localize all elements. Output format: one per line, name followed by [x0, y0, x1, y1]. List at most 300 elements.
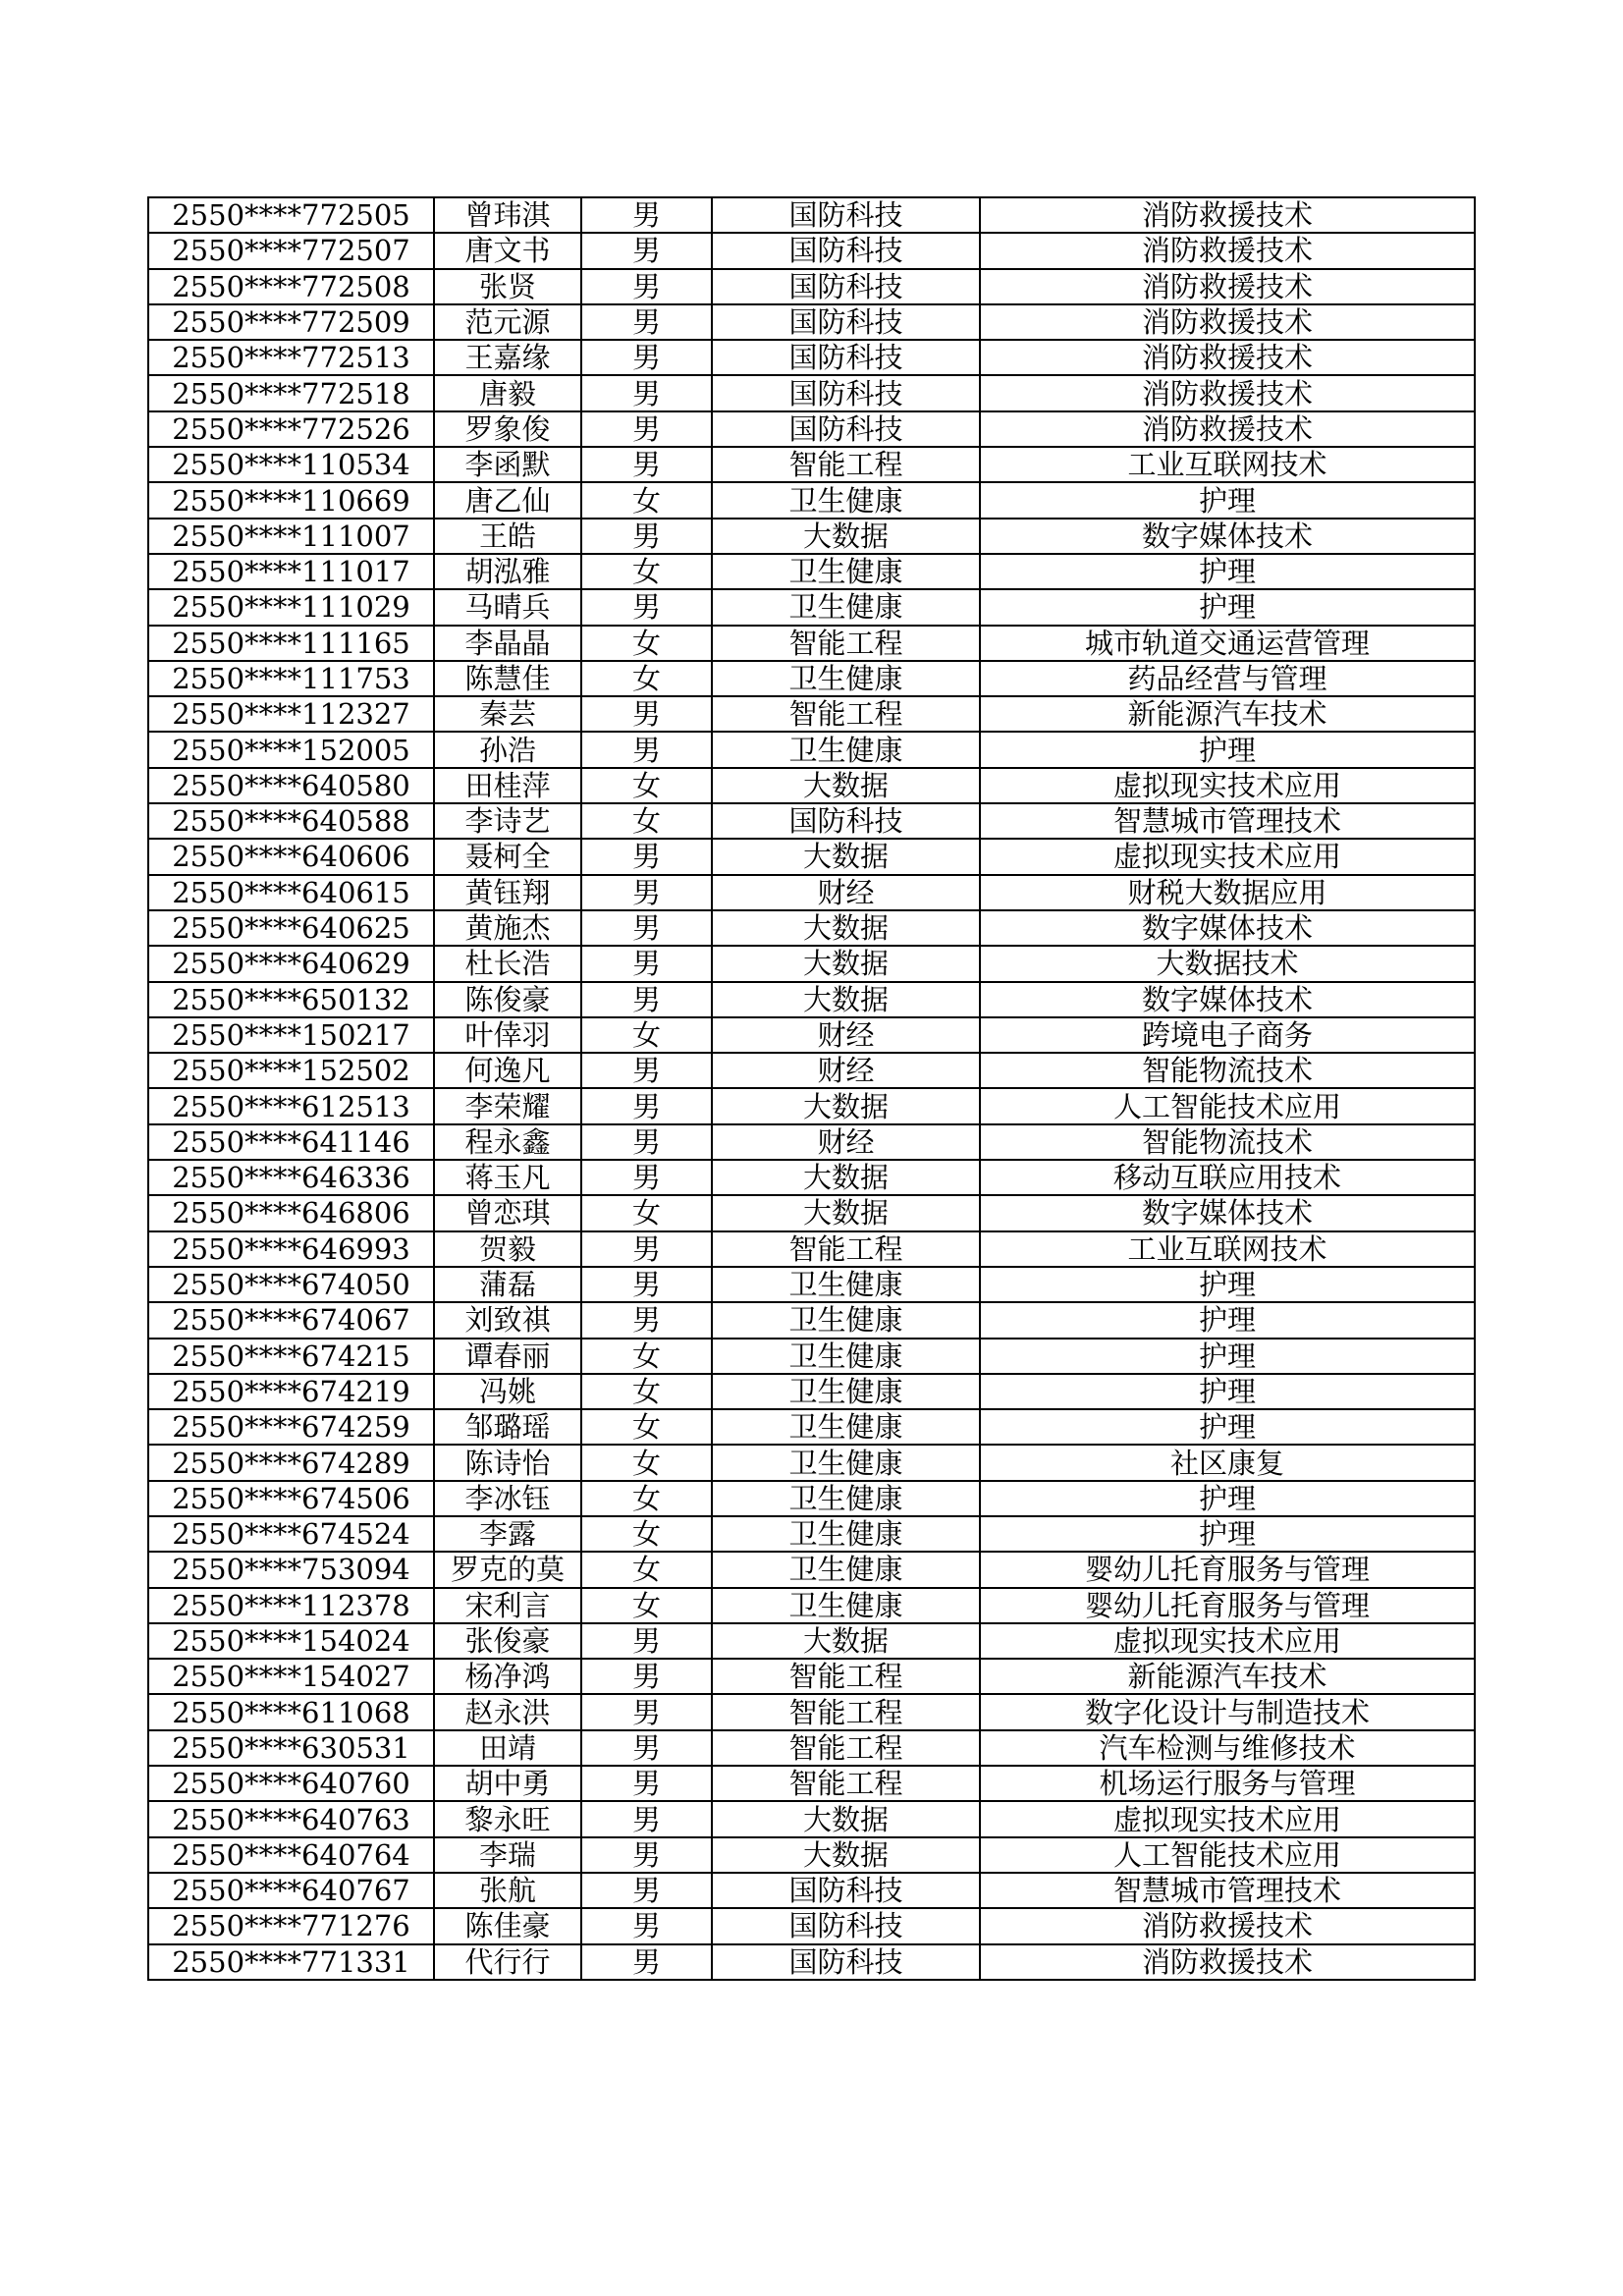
major-cell: 护理: [980, 1516, 1475, 1552]
student-id-cell: 2550****772518: [148, 375, 434, 410]
college-cell: 财经: [712, 1124, 980, 1160]
name-cell: 陈慧佳: [434, 661, 581, 696]
table-row: [148, 589, 1475, 625]
major-cell: 数字媒体技术: [980, 519, 1475, 554]
name-cell: 黎永旺: [434, 1801, 581, 1836]
college-cell: 国防科技: [712, 233, 980, 268]
college-cell: 国防科技: [712, 411, 980, 447]
table-row: [148, 1445, 1475, 1480]
name-cell: 唐文书: [434, 233, 581, 268]
major-cell: 数字媒体技术: [980, 982, 1475, 1017]
name-cell: 张俊豪: [434, 1623, 581, 1659]
major-cell: 汽车检测与维修技术: [980, 1730, 1475, 1766]
table-row: [148, 1837, 1475, 1873]
table-row: [148, 946, 1475, 981]
name-cell: 曾恋琪: [434, 1195, 581, 1230]
major-cell: 消防救援技术: [980, 304, 1475, 340]
student-id-cell: 2550****111753: [148, 661, 434, 696]
college-cell: 大数据: [712, 946, 980, 981]
gender-cell: 男: [581, 1124, 712, 1160]
name-cell: 杜长浩: [434, 946, 581, 981]
name-cell: 冯姚: [434, 1374, 581, 1409]
major-cell: 护理: [980, 554, 1475, 589]
gender-cell: 女: [581, 482, 712, 518]
table-row: [148, 1302, 1475, 1338]
name-cell: 宋利言: [434, 1588, 581, 1623]
college-cell: 卫生健康: [712, 661, 980, 696]
major-cell: 婴幼儿托育服务与管理: [980, 1552, 1475, 1587]
college-cell: 智能工程: [712, 1231, 980, 1267]
college-cell: 卫生健康: [712, 1445, 980, 1480]
student-id-cell: 2550****640767: [148, 1873, 434, 1908]
gender-cell: 女: [581, 1481, 712, 1516]
college-cell: 卫生健康: [712, 1374, 980, 1409]
student-id-cell: 2550****152005: [148, 732, 434, 767]
name-cell: 范元源: [434, 304, 581, 340]
table-row: [148, 1588, 1475, 1623]
gender-cell: 女: [581, 768, 712, 803]
student-id-cell: 2550****772505: [148, 197, 434, 233]
name-cell: 李函默: [434, 447, 581, 482]
gender-cell: 女: [581, 1017, 712, 1053]
gender-cell: 男: [581, 197, 712, 233]
table-row: [148, 839, 1475, 874]
major-cell: 消防救援技术: [980, 233, 1475, 268]
major-cell: 护理: [980, 1409, 1475, 1445]
student-id-cell: 2550****154024: [148, 1623, 434, 1659]
gender-cell: 男: [581, 1088, 712, 1123]
student-id-cell: 2550****640615: [148, 875, 434, 910]
gender-cell: 男: [581, 411, 712, 447]
table-row: [148, 661, 1475, 696]
student-id-cell: 2550****674219: [148, 1374, 434, 1409]
major-cell: 工业互联网技术: [980, 447, 1475, 482]
college-cell: 卫生健康: [712, 589, 980, 625]
college-cell: 智能工程: [712, 1694, 980, 1729]
name-cell: 代行行: [434, 1944, 581, 1980]
college-cell: 大数据: [712, 1088, 980, 1123]
name-cell: 程永鑫: [434, 1124, 581, 1160]
student-id-cell: 2550****640588: [148, 803, 434, 839]
student-id-cell: 2550****640580: [148, 768, 434, 803]
college-cell: 国防科技: [712, 197, 980, 233]
college-cell: 大数据: [712, 1160, 980, 1195]
table-row: [148, 768, 1475, 803]
college-cell: 大数据: [712, 1623, 980, 1659]
gender-cell: 男: [581, 340, 712, 375]
table-row: [148, 1409, 1475, 1445]
college-cell: 大数据: [712, 839, 980, 874]
table-row: [148, 626, 1475, 661]
gender-cell: 男: [581, 1053, 712, 1088]
gender-cell: 男: [581, 1694, 712, 1729]
table-row: [148, 482, 1475, 518]
table-row: [148, 875, 1475, 910]
student-list-sheet: [147, 196, 1474, 1981]
gender-cell: 男: [581, 732, 712, 767]
table-row: [148, 1231, 1475, 1267]
table-row: [148, 447, 1475, 482]
name-cell: 罗克的莫: [434, 1552, 581, 1587]
name-cell: 蒋玉凡: [434, 1160, 581, 1195]
name-cell: 刘致祺: [434, 1302, 581, 1338]
college-cell: 国防科技: [712, 1944, 980, 1980]
name-cell: 李瑞: [434, 1837, 581, 1873]
name-cell: 赵永洪: [434, 1694, 581, 1729]
table-row: [148, 1873, 1475, 1908]
name-cell: 杨净鸿: [434, 1659, 581, 1694]
table-row: [148, 1908, 1475, 1943]
student-id-cell: 2550****674067: [148, 1302, 434, 1338]
table-row: [148, 1944, 1475, 1980]
student-id-cell: 2550****111017: [148, 554, 434, 589]
name-cell: 胡中勇: [434, 1766, 581, 1801]
gender-cell: 男: [581, 233, 712, 268]
table-row: [148, 1659, 1475, 1694]
major-cell: 人工智能技术应用: [980, 1837, 1475, 1873]
name-cell: 邹璐瑶: [434, 1409, 581, 1445]
college-cell: 大数据: [712, 768, 980, 803]
college-cell: 财经: [712, 1053, 980, 1088]
college-cell: 卫生健康: [712, 1552, 980, 1587]
college-cell: 智能工程: [712, 447, 980, 482]
student-id-cell: 2550****772509: [148, 304, 434, 340]
table-row: [148, 554, 1475, 589]
name-cell: 李露: [434, 1516, 581, 1552]
student-id-cell: 2550****650132: [148, 982, 434, 1017]
student-id-cell: 2550****772526: [148, 411, 434, 447]
name-cell: 曾玮淇: [434, 197, 581, 233]
student-id-cell: 2550****110669: [148, 482, 434, 518]
college-cell: 卫生健康: [712, 1267, 980, 1302]
gender-cell: 男: [581, 519, 712, 554]
major-cell: 护理: [980, 1339, 1475, 1374]
name-cell: 李诗艺: [434, 803, 581, 839]
table-row: [148, 1088, 1475, 1123]
major-cell: 消防救援技术: [980, 340, 1475, 375]
major-cell: 人工智能技术应用: [980, 1088, 1475, 1123]
college-cell: 国防科技: [712, 304, 980, 340]
table-row: [148, 1730, 1475, 1766]
major-cell: 新能源汽车技术: [980, 1659, 1475, 1694]
table-row: [148, 197, 1475, 233]
gender-cell: 男: [581, 1766, 712, 1801]
college-cell: 智能工程: [712, 1730, 980, 1766]
college-cell: 智能工程: [712, 1766, 980, 1801]
major-cell: 护理: [980, 1481, 1475, 1516]
major-cell: 工业互联网技术: [980, 1231, 1475, 1267]
name-cell: 秦芸: [434, 696, 581, 732]
name-cell: 李荣耀: [434, 1088, 581, 1123]
table-row: [148, 411, 1475, 447]
major-cell: 虚拟现实技术应用: [980, 839, 1475, 874]
gender-cell: 女: [581, 554, 712, 589]
gender-cell: 男: [581, 1837, 712, 1873]
table-row: [148, 1267, 1475, 1302]
table-row: [148, 1017, 1475, 1053]
student-id-cell: 2550****674215: [148, 1339, 434, 1374]
name-cell: 陈佳豪: [434, 1908, 581, 1943]
college-cell: 卫生健康: [712, 1339, 980, 1374]
table-row: [148, 1053, 1475, 1088]
gender-cell: 女: [581, 1552, 712, 1587]
college-cell: 国防科技: [712, 1908, 980, 1943]
gender-cell: 男: [581, 1302, 712, 1338]
major-cell: 移动互联应用技术: [980, 1160, 1475, 1195]
student-id-cell: 2550****674289: [148, 1445, 434, 1480]
student-id-cell: 2550****152502: [148, 1053, 434, 1088]
table-row: [148, 1516, 1475, 1552]
student-id-cell: 2550****612513: [148, 1088, 434, 1123]
name-cell: 张贤: [434, 269, 581, 304]
student-id-cell: 2550****674259: [148, 1409, 434, 1445]
table-row: [148, 1801, 1475, 1836]
college-cell: 财经: [712, 875, 980, 910]
major-cell: 虚拟现实技术应用: [980, 1801, 1475, 1836]
major-cell: 消防救援技术: [980, 1944, 1475, 1980]
college-cell: 国防科技: [712, 340, 980, 375]
student-table: [147, 196, 1476, 1981]
student-id-cell: 2550****111007: [148, 519, 434, 554]
gender-cell: 女: [581, 1374, 712, 1409]
student-id-cell: 2550****772513: [148, 340, 434, 375]
table-row: [148, 982, 1475, 1017]
student-id-cell: 2550****630531: [148, 1730, 434, 1766]
name-cell: 蒲磊: [434, 1267, 581, 1302]
table-row: [148, 1124, 1475, 1160]
name-cell: 李晶晶: [434, 626, 581, 661]
student-id-cell: 2550****112378: [148, 1588, 434, 1623]
name-cell: 贺毅: [434, 1231, 581, 1267]
name-cell: 唐乙仙: [434, 482, 581, 518]
college-cell: 卫生健康: [712, 482, 980, 518]
student-id-cell: 2550****154027: [148, 1659, 434, 1694]
major-cell: 消防救援技术: [980, 269, 1475, 304]
gender-cell: 男: [581, 1730, 712, 1766]
table-row: [148, 1552, 1475, 1587]
major-cell: 智能物流技术: [980, 1124, 1475, 1160]
table-row: [148, 519, 1475, 554]
student-id-cell: 2550****640625: [148, 910, 434, 946]
student-id-cell: 2550****646336: [148, 1160, 434, 1195]
college-cell: 智能工程: [712, 626, 980, 661]
major-cell: 智慧城市管理技术: [980, 803, 1475, 839]
college-cell: 卫生健康: [712, 1588, 980, 1623]
gender-cell: 男: [581, 910, 712, 946]
gender-cell: 男: [581, 304, 712, 340]
college-cell: 卫生健康: [712, 554, 980, 589]
student-table-body: [148, 197, 1475, 1980]
college-cell: 大数据: [712, 1195, 980, 1230]
table-row: [148, 304, 1475, 340]
table-row: [148, 375, 1475, 410]
major-cell: 大数据技术: [980, 946, 1475, 981]
student-id-cell: 2550****111029: [148, 589, 434, 625]
college-cell: 大数据: [712, 1801, 980, 1836]
college-cell: 大数据: [712, 1837, 980, 1873]
major-cell: 护理: [980, 1374, 1475, 1409]
gender-cell: 男: [581, 839, 712, 874]
college-cell: 大数据: [712, 982, 980, 1017]
name-cell: 孙浩: [434, 732, 581, 767]
major-cell: 跨境电子商务: [980, 1017, 1475, 1053]
major-cell: 机场运行服务与管理: [980, 1766, 1475, 1801]
student-id-cell: 2550****772507: [148, 233, 434, 268]
name-cell: 黄钰翔: [434, 875, 581, 910]
college-cell: 国防科技: [712, 803, 980, 839]
gender-cell: 男: [581, 269, 712, 304]
college-cell: 卫生健康: [712, 1481, 980, 1516]
table-row: [148, 233, 1475, 268]
gender-cell: 女: [581, 661, 712, 696]
name-cell: 田桂萍: [434, 768, 581, 803]
student-id-cell: 2550****150217: [148, 1017, 434, 1053]
major-cell: 消防救援技术: [980, 411, 1475, 447]
table-row: [148, 1374, 1475, 1409]
table-row: [148, 803, 1475, 839]
table-row: [148, 340, 1475, 375]
student-id-cell: 2550****641146: [148, 1124, 434, 1160]
name-cell: 马晴兵: [434, 589, 581, 625]
student-id-cell: 2550****674050: [148, 1267, 434, 1302]
major-cell: 社区康复: [980, 1445, 1475, 1480]
gender-cell: 男: [581, 1623, 712, 1659]
gender-cell: 男: [581, 946, 712, 981]
major-cell: 城市轨道交通运营管理: [980, 626, 1475, 661]
gender-cell: 男: [581, 1801, 712, 1836]
name-cell: 何逸凡: [434, 1053, 581, 1088]
major-cell: 数字媒体技术: [980, 910, 1475, 946]
student-id-cell: 2550****640763: [148, 1801, 434, 1836]
student-id-cell: 2550****111165: [148, 626, 434, 661]
major-cell: 护理: [980, 1302, 1475, 1338]
student-id-cell: 2550****640760: [148, 1766, 434, 1801]
student-id-cell: 2550****771331: [148, 1944, 434, 1980]
gender-cell: 男: [581, 1873, 712, 1908]
college-cell: 国防科技: [712, 269, 980, 304]
student-id-cell: 2550****611068: [148, 1694, 434, 1729]
table-row: [148, 696, 1475, 732]
gender-cell: 男: [581, 589, 712, 625]
table-row: [148, 1195, 1475, 1230]
table-row: [148, 1694, 1475, 1729]
gender-cell: 男: [581, 875, 712, 910]
gender-cell: 男: [581, 375, 712, 410]
college-cell: 卫生健康: [712, 1409, 980, 1445]
gender-cell: 男: [581, 1908, 712, 1943]
name-cell: 唐毅: [434, 375, 581, 410]
gender-cell: 男: [581, 982, 712, 1017]
student-id-cell: 2550****753094: [148, 1552, 434, 1587]
major-cell: 婴幼儿托育服务与管理: [980, 1588, 1475, 1623]
name-cell: 罗象俊: [434, 411, 581, 447]
name-cell: 陈俊豪: [434, 982, 581, 1017]
gender-cell: 女: [581, 803, 712, 839]
name-cell: 胡泓雅: [434, 554, 581, 589]
gender-cell: 男: [581, 1231, 712, 1267]
name-cell: 陈诗怡: [434, 1445, 581, 1480]
major-cell: 护理: [980, 1267, 1475, 1302]
name-cell: 王嘉缘: [434, 340, 581, 375]
name-cell: 黄施杰: [434, 910, 581, 946]
college-cell: 国防科技: [712, 1873, 980, 1908]
college-cell: 卫生健康: [712, 1302, 980, 1338]
name-cell: 李冰钰: [434, 1481, 581, 1516]
table-row: [148, 1766, 1475, 1801]
name-cell: 王皓: [434, 519, 581, 554]
major-cell: 数字媒体技术: [980, 1195, 1475, 1230]
table-row: [148, 910, 1475, 946]
major-cell: 药品经营与管理: [980, 661, 1475, 696]
gender-cell: 女: [581, 1195, 712, 1230]
major-cell: 虚拟现实技术应用: [980, 768, 1475, 803]
college-cell: 智能工程: [712, 1659, 980, 1694]
major-cell: 护理: [980, 482, 1475, 518]
college-cell: 大数据: [712, 910, 980, 946]
major-cell: 护理: [980, 589, 1475, 625]
major-cell: 数字化设计与制造技术: [980, 1694, 1475, 1729]
gender-cell: 男: [581, 1267, 712, 1302]
major-cell: 虚拟现实技术应用: [980, 1623, 1475, 1659]
college-cell: 卫生健康: [712, 1516, 980, 1552]
major-cell: 护理: [980, 732, 1475, 767]
major-cell: 智能物流技术: [980, 1053, 1475, 1088]
gender-cell: 女: [581, 1516, 712, 1552]
student-id-cell: 2550****646806: [148, 1195, 434, 1230]
table-row: [148, 1623, 1475, 1659]
major-cell: 消防救援技术: [980, 1908, 1475, 1943]
student-id-cell: 2550****110534: [148, 447, 434, 482]
gender-cell: 女: [581, 1588, 712, 1623]
student-id-cell: 2550****112327: [148, 696, 434, 732]
name-cell: 谭春丽: [434, 1339, 581, 1374]
gender-cell: 男: [581, 1659, 712, 1694]
gender-cell: 男: [581, 1160, 712, 1195]
gender-cell: 女: [581, 1445, 712, 1480]
name-cell: 张航: [434, 1873, 581, 1908]
table-row: [148, 732, 1475, 767]
student-id-cell: 2550****771276: [148, 1908, 434, 1943]
college-cell: 财经: [712, 1017, 980, 1053]
gender-cell: 女: [581, 1409, 712, 1445]
major-cell: 消防救援技术: [980, 197, 1475, 233]
gender-cell: 男: [581, 696, 712, 732]
gender-cell: 男: [581, 1944, 712, 1980]
student-id-cell: 2550****640606: [148, 839, 434, 874]
college-cell: 智能工程: [712, 696, 980, 732]
student-id-cell: 2550****674506: [148, 1481, 434, 1516]
name-cell: 田靖: [434, 1730, 581, 1766]
major-cell: 新能源汽车技术: [980, 696, 1475, 732]
college-cell: 大数据: [712, 519, 980, 554]
college-cell: 卫生健康: [712, 732, 980, 767]
student-id-cell: 2550****640764: [148, 1837, 434, 1873]
table-row: [148, 1160, 1475, 1195]
major-cell: 智慧城市管理技术: [980, 1873, 1475, 1908]
name-cell: 叶倖羽: [434, 1017, 581, 1053]
student-id-cell: 2550****640629: [148, 946, 434, 981]
gender-cell: 男: [581, 447, 712, 482]
major-cell: 消防救援技术: [980, 375, 1475, 410]
table-row: [148, 269, 1475, 304]
student-id-cell: 2550****772508: [148, 269, 434, 304]
table-row: [148, 1339, 1475, 1374]
gender-cell: 女: [581, 626, 712, 661]
major-cell: 财税大数据应用: [980, 875, 1475, 910]
student-id-cell: 2550****674524: [148, 1516, 434, 1552]
student-id-cell: 2550****646993: [148, 1231, 434, 1267]
name-cell: 聂柯全: [434, 839, 581, 874]
